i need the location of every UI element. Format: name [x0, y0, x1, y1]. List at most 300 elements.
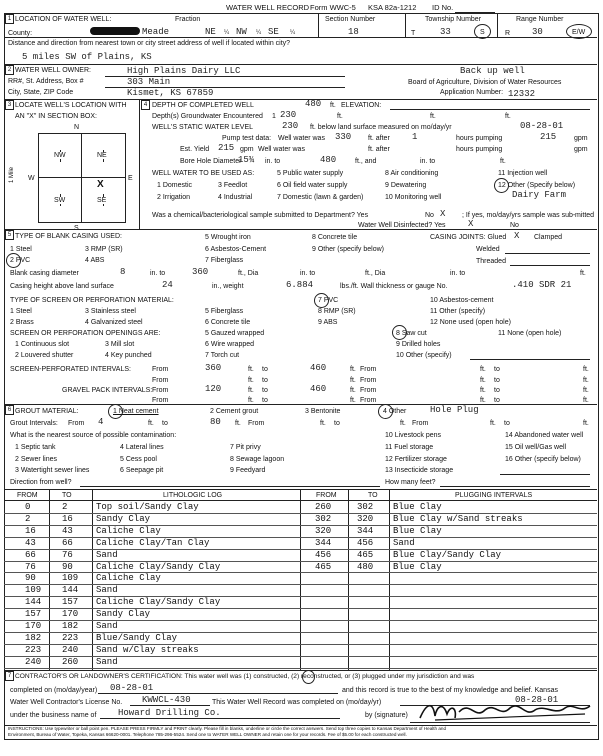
ft-label: ft. [235, 420, 241, 427]
screen-option: 1 Steel [10, 308, 32, 315]
how-many-feet-label: How many feet? [385, 479, 436, 486]
to-label: to [494, 366, 500, 373]
disinfected-label: Water Well Disinfected? Yes [358, 222, 446, 229]
plug-description: Blue Clay [393, 502, 442, 512]
ne-label: NE [97, 152, 107, 159]
use-option: 8 Air conditioning [385, 170, 439, 177]
county-label: County: [8, 30, 33, 37]
application-number: 12332 [508, 89, 536, 99]
after-label-2: ft. after [368, 146, 390, 153]
completed-date: 08-28-01 [110, 683, 154, 693]
gpm-label: gpm [574, 135, 588, 142]
completed-rest: and this record is true to the best of my knowledge and belief. Kansas [342, 687, 558, 694]
plug-from: 456 [315, 549, 332, 560]
row-divider [4, 644, 597, 645]
log-from: 144 [25, 597, 42, 608]
use-option: 3 Feedlot [218, 182, 248, 189]
use-option: 4 Industrial [218, 194, 253, 201]
board-label: Board of Agriculture, Division of Water Resources [408, 79, 562, 86]
quarter-3: SE [268, 27, 279, 37]
screen-type-label: TYPE OF SCREEN OR PERFORATION MATERIAL: [10, 297, 174, 304]
casing-option: 5 Wrought iron [205, 234, 251, 241]
from-label: From [152, 377, 169, 384]
log-to: 157 [62, 597, 79, 608]
mitted-label: mitted [575, 212, 595, 219]
ksa-reference: KSA 82a-1212 [368, 3, 417, 12]
source-option: 2 Sewer lines [15, 456, 58, 463]
casing-height-label: Casing height above land surface [10, 283, 114, 290]
plug-from: 465 [315, 561, 332, 572]
section-3-label: LOCATE WELL'S LOCATION WITH [15, 102, 127, 109]
log-from: 76 [25, 561, 36, 572]
use-option: 11 Injection well [498, 170, 548, 177]
application-label: Application Number: [440, 89, 504, 96]
yield-label: Est. Yield [180, 146, 210, 153]
completed-label: completed on (mo/day/year) [10, 687, 98, 694]
from-label: From [152, 397, 169, 404]
ft-to-label: ft. [480, 366, 486, 373]
row-divider [4, 525, 597, 526]
section-3-label-2: AN "X" IN SECTION BOX: [15, 113, 97, 120]
casing-height-value: 24 [162, 280, 173, 290]
west-label: W [28, 175, 35, 182]
static-level-rest: ft. below land surface measured on mo/day/yr [310, 124, 452, 131]
opening-selected-circle [392, 325, 407, 340]
weight-value: 6.884 [286, 280, 314, 290]
screen-option: 4 Galvanized steel [85, 319, 143, 326]
groundwater-1-value: 230 [280, 110, 297, 120]
grout-to-value: 80 [210, 417, 221, 427]
log-from: 0 [25, 502, 31, 512]
log-to: 144 [62, 585, 79, 596]
section-6-number: 6 [5, 405, 14, 415]
depth-units: ft. [330, 102, 336, 109]
sw-label: SW [54, 197, 66, 204]
plug-from: 260 [315, 502, 332, 512]
plug-to: 320 [357, 513, 374, 524]
to-label: to [262, 377, 268, 384]
grout-option: 2 Cement grout [210, 408, 259, 415]
opening-option: 7 Torch cut [205, 352, 240, 359]
log-description: Blue/Sandy Clay [96, 632, 178, 643]
casing-depth-value: 360 [192, 267, 209, 277]
use-option: 10 Monitoring well [385, 194, 442, 201]
distance-value: 5 miles SW of Plains, KS [22, 52, 152, 62]
screen-option: 6 Concrete tile [205, 319, 251, 326]
section-2-label: WATER WELL OWNER: [15, 67, 91, 74]
plug-to: 465 [357, 549, 374, 560]
signature-label: by (signature) [365, 712, 408, 719]
row-line [4, 37, 597, 38]
log-header-from: FROM [17, 492, 38, 499]
divider [318, 13, 319, 37]
threaded-label: Threaded [476, 258, 506, 265]
owner-name: High Plains Dairy LLC [127, 66, 241, 76]
from-label: From [248, 420, 265, 427]
underline [105, 76, 345, 77]
log-to: 260 [62, 656, 79, 667]
to-label: to [262, 397, 268, 404]
log-description: Caliche Clay [96, 525, 161, 536]
south-label: S [74, 225, 79, 232]
underline [100, 718, 340, 719]
from-label: From [152, 366, 169, 373]
opening-option: 9 Drilled holes [396, 341, 441, 348]
casing-diameter-label: Blank casing diameter [10, 270, 79, 277]
ft-label: ft. [350, 377, 356, 384]
log-description: Caliche Clay/Sandy Clay [96, 561, 221, 572]
pump-test-label: Pump test data: [222, 135, 272, 142]
disinfected-mark: X [468, 219, 474, 229]
section-1-label: LOCATION OF WATER WELL: [15, 16, 112, 23]
ft-to-label: ft. [320, 420, 326, 427]
plug-to: 344 [357, 525, 374, 536]
redacted-mark [90, 27, 140, 35]
row-line [4, 64, 597, 65]
ft-to-label: ft. [148, 420, 154, 427]
casing-option: 2 PVC [10, 257, 31, 264]
opening-option: 11 None (open hole) [498, 330, 562, 337]
other-use-value: Dairy Farm [512, 190, 567, 200]
from-label: From [412, 420, 429, 427]
use-option: 12 Other (Specify below) [498, 182, 576, 189]
to-label: to [494, 387, 500, 394]
underline [505, 253, 590, 254]
from-label: From [360, 377, 377, 384]
use-option: 1 Domestic [157, 182, 193, 189]
screen-option: 5 Fiberglass [205, 308, 244, 315]
row-divider [4, 537, 597, 538]
casing-option: 1 Steel [10, 246, 32, 253]
address-label: RR#, St. Address, Box # [8, 78, 84, 85]
form-number: Form WWC-5 [310, 3, 356, 12]
to-label: to [504, 420, 510, 427]
log-description: Sand [96, 585, 118, 596]
township-prefix: T [411, 30, 416, 37]
to-label: to [162, 420, 168, 427]
section-number-label: Section Number [325, 16, 376, 23]
source-option: 11 Fuel storage [385, 444, 434, 451]
quarter-symbol: ¼ [290, 30, 296, 36]
ft-to-label: ft. [248, 366, 254, 373]
from-label: From [360, 366, 377, 373]
range-prefix: R [505, 30, 511, 37]
quarter-symbol: ¼ [224, 30, 230, 36]
gpm-label-2: gpm [574, 146, 588, 153]
bore-label: Bore Hole Diameter [180, 158, 242, 165]
grout-option: 3 Bentonite [305, 408, 341, 415]
and-label: ft., and [355, 158, 377, 165]
source-option: 4 Lateral lines [120, 444, 164, 451]
opening-option: 10 Other (specify) [396, 352, 452, 359]
ft-label: ft. [350, 387, 356, 394]
log-to: 182 [62, 621, 79, 631]
license-label: Water Well Contractor's License No. [10, 699, 123, 706]
underline [98, 693, 338, 694]
business-label: under the business name of [10, 712, 97, 719]
underline [105, 87, 345, 88]
log-from: 182 [25, 632, 42, 643]
pump-well-water-label: Well water was [278, 135, 325, 142]
screen-option: 3 Stainless steel [85, 308, 136, 315]
opening-option: 4 Key punched [105, 352, 152, 359]
license-number: KWWCL-430 [142, 695, 191, 705]
underline [390, 109, 590, 110]
section-5-number: 5 [5, 230, 14, 240]
divider [405, 13, 406, 37]
use-label: WELL WATER TO BE USED AS: [152, 170, 255, 177]
casing-option: 6 Asbestos-Cement [205, 246, 267, 253]
depth-label: DEPTH OF COMPLETED WELL [152, 102, 254, 109]
ft-label: ft. [400, 420, 406, 427]
gravel-from-value: 120 [205, 384, 222, 394]
chem-no-mark: X [440, 209, 446, 219]
log-from: 157 [25, 609, 42, 620]
log-description: Sand w/Clay streaks [96, 644, 199, 655]
grout-other-value: Hole Plug [430, 405, 479, 415]
nw-label: NW [54, 152, 66, 159]
ft-dia-label-2: ft., Dia [365, 270, 386, 277]
row-divider [4, 620, 597, 621]
log-from: 240 [25, 656, 42, 667]
grout-selected-circle [108, 404, 123, 419]
mile-label: 1 Mile [9, 166, 16, 184]
use-option: 2 Irrigation [157, 194, 191, 201]
in-to-label-3: in. to [450, 270, 466, 277]
plug-from: 320 [315, 525, 332, 536]
source-option: 7 Pit privy [230, 444, 261, 451]
county-value: Meade [142, 27, 170, 37]
casing-option: 3 RMP (SR) [85, 246, 123, 253]
ft-label: ft. [583, 387, 589, 394]
log-from: 2 [25, 513, 31, 524]
log-description: Sandy Clay [96, 513, 151, 524]
source-option: 10 Livestock pens [385, 432, 442, 439]
ft-label: ft. [583, 397, 589, 404]
row-divider [4, 668, 597, 669]
ft-label: ft. [583, 377, 589, 384]
row-divider [4, 572, 597, 573]
section-2-number: 2 [5, 65, 14, 75]
plug-header-to: TO [368, 492, 378, 499]
ft-label: ft. [583, 420, 589, 427]
opening-option: 5 Gauzed wrapped [205, 330, 265, 337]
row-line [4, 670, 597, 671]
gpm-label: gpm [240, 146, 254, 153]
plug-header-from: FROM [316, 492, 337, 499]
groundwater-ft: ft. [430, 113, 436, 120]
groundwater-ft: ft. [337, 113, 343, 120]
depth-value: 480 [305, 99, 322, 109]
contamination-label: What is the nearest source of possible contamination: [10, 432, 177, 439]
plug-description: Blue Clay [393, 525, 442, 536]
plug-description: Blue Clay [393, 561, 442, 572]
grout-intervals-label: Grout Intervals: [10, 420, 58, 427]
log-description: Sand [96, 621, 118, 631]
section-grid [38, 133, 126, 223]
log-to: 66 [62, 537, 73, 548]
underline [440, 486, 590, 487]
screen-selected-circle [314, 293, 329, 308]
underline [410, 722, 590, 723]
pump-hours: 1 [412, 132, 418, 142]
static-level-label: WELL'S STATIC WATER LEVEL [152, 124, 254, 131]
plug-header-intervals: PLUGGING INTERVALS [455, 492, 533, 499]
grout-option: 4 Other [383, 408, 407, 415]
east-label: E [128, 175, 133, 182]
plug-description: Blue Clay/Sandy Clay [393, 549, 502, 560]
row-divider [4, 632, 597, 633]
log-from: 90 [25, 573, 36, 584]
plug-description: Sand [393, 537, 415, 548]
underline [510, 265, 590, 266]
screen-option: 8 RMP (SR) [318, 308, 356, 315]
groundwater-label: Depth(s) Groundwater Encountered [152, 113, 263, 120]
gauge-value: .410 SDR 21 [512, 280, 572, 290]
in-to-label-2: in. to [300, 270, 316, 277]
source-option: 3 Watertight sewer lines [15, 467, 90, 474]
ft-to-label: ft. [480, 397, 486, 404]
quarter-2: NW [236, 27, 247, 37]
casing-option: 7 Fiberglass [205, 257, 244, 264]
log-to: 43 [62, 525, 73, 536]
welded-label: Welded [476, 246, 500, 253]
source-option: 5 Cess pool [120, 456, 157, 463]
fraction-label: Fraction [175, 16, 201, 23]
plug-to: 456 [357, 537, 374, 548]
log-to: 240 [62, 644, 79, 655]
grout-other-circle [378, 404, 393, 419]
row-line [4, 229, 597, 230]
ft-label: ft. [500, 158, 506, 165]
city-label: City, State, ZIP Code [8, 89, 74, 96]
well-water-label-2: Well water was [258, 146, 305, 153]
log-header-to: TO [62, 492, 72, 499]
in-to-label: in. to [265, 158, 281, 165]
ft-to-label: ft. [248, 397, 254, 404]
pump-water-level: 330 [335, 132, 352, 142]
grout-label: GROUT MATERIAL: [15, 408, 79, 415]
ft-dia-label: ft., Dia [238, 270, 259, 277]
screen-to-value: 460 [310, 363, 327, 373]
gravel-to-value: 460 [310, 384, 327, 394]
static-level-value: 230 [282, 121, 299, 131]
row-divider [4, 608, 597, 609]
source-option: 12 Fertilizer storage [385, 456, 447, 463]
row-divider [4, 549, 597, 550]
north-label: N [74, 124, 80, 131]
grout-from-value: 4 [98, 417, 104, 427]
screen-option: 2 Brass [10, 319, 34, 326]
groundwater-ft: ft. [505, 113, 511, 120]
ft-label: ft. [350, 366, 356, 373]
log-description: Sand [96, 549, 118, 560]
log-description: Caliche Clay [96, 573, 161, 584]
plug-from: 302 [315, 513, 332, 524]
casing-type-label: TYPE OF BLANK CASING USED: [15, 233, 122, 240]
ft-to-label: ft. [248, 387, 254, 394]
groundwater-1: 1 [272, 113, 276, 120]
to-label: to [494, 397, 500, 404]
weight-label: in., weight [212, 283, 244, 290]
screen-from-value: 360 [205, 363, 222, 373]
source-option: 15 Oil well/Gas well [505, 444, 567, 451]
section-1-number: 1 [5, 14, 14, 24]
log-description: Top soil/Sandy Clay [96, 502, 199, 512]
plug-from: 344 [315, 537, 332, 548]
ft-label: ft. [350, 397, 356, 404]
lbs-label: lbs./ft. Wall thickness or gauge No. [340, 283, 448, 290]
screen-option: 11 Other (specify) [430, 308, 486, 315]
to-label: to [262, 387, 268, 394]
from-label: From [360, 397, 377, 404]
disinfected-no: No [510, 222, 519, 229]
constructed-circle [302, 670, 315, 684]
underline [130, 705, 210, 706]
yield-value: 215 [218, 143, 235, 153]
log-description: Sand [96, 656, 118, 667]
chem-sample-label: Was a chemical/bacteriological sample submitted to Department? Yes [152, 212, 369, 219]
ft-label: ft. [583, 366, 589, 373]
log-to: 170 [62, 609, 79, 620]
quarter-symbol: ¼ [256, 30, 262, 36]
range-value: 30 [532, 27, 543, 37]
gravel-pack-label: GRAVEL PACK INTERVALS: [62, 387, 153, 394]
casing-diameter-value: 8 [120, 267, 126, 277]
source-option: 14 Abandoned water well [505, 432, 584, 439]
record-date: 08-28-01 [515, 695, 559, 705]
to-label: to [334, 420, 340, 427]
use-option: 6 Oil field water supply [277, 182, 348, 189]
casing-option: 8 Concrete tile [312, 234, 358, 241]
log-to: 223 [62, 632, 79, 643]
bore-depth: 480 [320, 155, 337, 165]
log-to: 16 [62, 513, 73, 524]
chem-no-label: No [425, 212, 434, 219]
direction-label: Direction from well? [10, 479, 72, 486]
instructions-line-1: INSTRUCTIONS: Use typewriter or ball point pen. PLEASE PRESS FIRMLY and PRINT clearly. Please fill in blanks, underline or circle the correct answers. Send top three copies to Kansas Department of Health and [8, 726, 447, 731]
log-from: 223 [25, 644, 42, 655]
source-option: 9 Feedyard [230, 467, 266, 474]
use-option: 7 Domestic (lawn & garden) [277, 194, 364, 201]
divider [139, 99, 140, 229]
opening-option: 2 Louvered shutter [15, 352, 74, 359]
source-option: 8 Sewage lagoon [230, 456, 285, 463]
plug-description: Blue Clay w/Sand streaks [393, 513, 523, 524]
from-label: From [152, 387, 169, 394]
pump-after-label: ft. after [368, 135, 390, 142]
record-label: This Water Well Record was completed on (mo/day/yr) [212, 699, 382, 706]
row-divider [4, 584, 597, 585]
row-divider [4, 596, 597, 597]
bore-diameter: 15¾ [238, 155, 255, 165]
elevation-label: ELEVATION: [341, 102, 382, 109]
plug-to: 480 [357, 561, 374, 572]
opening-option: 8 Saw cut [396, 330, 427, 337]
log-to: 76 [62, 549, 73, 560]
use-selected-circle [494, 178, 509, 193]
in-to-label-2: in. to [420, 158, 436, 165]
to-label: to [494, 377, 500, 384]
casing-selected-circle [6, 253, 21, 268]
log-from: 170 [25, 621, 42, 631]
instructions-line-2: Environment, Bureau of Water, Topeka, Kansas 66620-0001. Telephone 785-296-5524. Send one to WATER WELL OWNER and retain one for your records. Fee of $5.00 for each constructed well. [8, 732, 407, 737]
log-to: 90 [62, 561, 73, 572]
section-7-number: 7 [5, 671, 14, 681]
use-option: 5 Public water supply [277, 170, 344, 177]
certification-label: CONTRACTOR'S OR LANDOWNER'S CERTIFICATION: This water well was (1) constructed, (2) reconstructed, or (3) plugged under my jurisdiction and was [15, 673, 475, 680]
casing-joints-label: CASING JOINTS: Glued [430, 234, 507, 241]
